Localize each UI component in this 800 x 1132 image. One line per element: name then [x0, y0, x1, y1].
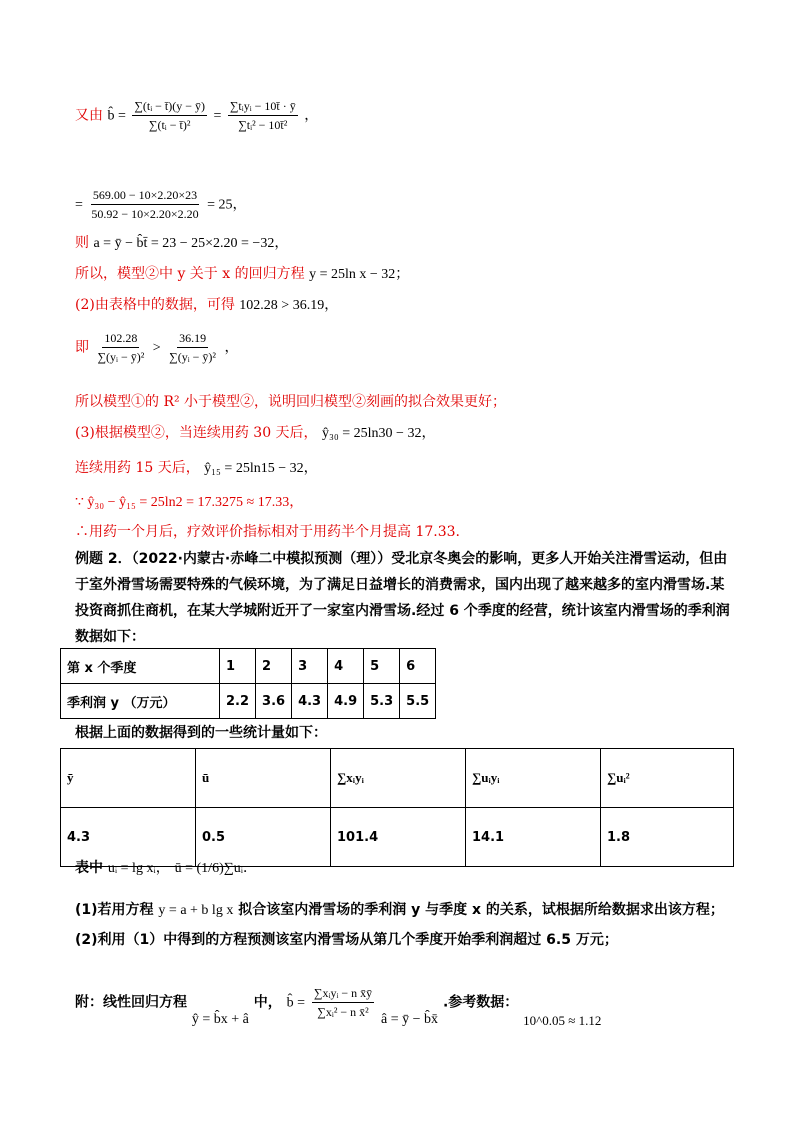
table-cell: 0.5 — [196, 808, 331, 867]
table-cell: 2.2 — [220, 684, 256, 719]
definition-line: 表中 uᵢ = lg xᵢ， ū = (1/6)∑uᵢ． — [75, 860, 258, 876]
b-hat-numeric-fraction: $\frac{569.00 - 10\times 2.20\times 23}{50.92 - 10\times 2.20\times 2.20}$ — [91, 188, 199, 221]
statistics-table — [60, 748, 734, 867]
solution-line-2: = $\frac{569.00 - 10\times 2.20\times 23}{50.92 - 10\times 2.20\times 2.20}$ = 25， — [75, 188, 247, 221]
table-row — [61, 684, 436, 719]
solution-line-8: (3)根据模型②，当连续用药 30 天后， ŷ₃₀ = 25ln30 − 32， — [75, 425, 436, 441]
solution-line-6: 即 $\frac{102.28}{\text{∑(yᵢ − ȳ)²}}$ > $\frac{36.19}{\text{∑(yᵢ − ȳ)²}}$ ， — [75, 331, 239, 364]
question-2: (2)利用（1）中得到的方程预测该室内滑雪场从第几个季度开始季利润超过 6.5 万元； — [75, 932, 618, 948]
appendix-a-formula: â = ȳ − b̂x̄ — [381, 1011, 439, 1027]
table-cell: 4.9 — [328, 684, 364, 719]
table-row — [61, 649, 436, 684]
solution-line-4: 所以，模型②中 y 关于 x 的回归方程 y = 25ln x − 32； — [75, 266, 410, 282]
solution-line-5: (2)由表格中的数据，可得 102.28 > 36.19， — [75, 297, 339, 313]
table-cell: 6 — [400, 649, 436, 684]
table-header-cell: ū — [196, 749, 331, 808]
stats-intro: 根据上面的数据得到的一些统计量如下： — [75, 725, 327, 741]
table-header-cell: 季利润 y （万元） — [61, 684, 220, 719]
table-cell: 14.1 — [466, 808, 601, 867]
solution-line-11: ∴用药一个月后，疗效评价指标相对于用药半个月提高 17.33. — [75, 524, 460, 540]
solution-line-9: 连续用药 15 天后， ŷ₁₅ = 25ln15 − 32， — [75, 460, 318, 476]
table-cell: 4.3 — [292, 684, 328, 719]
table-cell: 4.3 — [61, 808, 196, 867]
table-cell: 3.6 — [256, 684, 292, 719]
b-hat-fraction-1: $\frac{\text{∑(tᵢ − t̄)(y − ȳ)}}{\text{∑(tᵢ − t̄)²}}$ — [134, 99, 206, 132]
table-cell: 4 — [328, 649, 364, 684]
table-header-cell: ∑uᵢ² — [601, 749, 734, 808]
solution-line-1: 又由 b̂ = $\frac{\text{∑(tᵢ − t̄)(y − ȳ)}}{\text{∑(tᵢ − t̄)²}}$ = $\frac{\text{∑tᵢyᵢ − 10t̄ · ȳ}}{\text{∑tᵢ² − 10t̄²}}$ ， — [75, 99, 319, 132]
question-1: (1)若用方程 y = a + b lg x 拟合该室内滑雪场的季利润 y 与季度 x 的关系，试根据所给数据求出该方程； — [75, 902, 724, 918]
solution-line-10: ∵ ŷ₃₀ − ŷ₁₅ = 25ln2 = 17.3275 ≈ 17.33， — [75, 495, 304, 510]
solution-line-1-prefix: 又由 — [75, 107, 103, 124]
solution-line-7: 所以模型①的 R² 小于模型②，说明回归模型②刻画的拟合效果更好； — [75, 394, 507, 410]
table-cell: 5 — [364, 649, 400, 684]
regression-equation: ŷ = b̂x + â — [191, 1011, 249, 1027]
table-cell: 1.8 — [601, 808, 734, 867]
table-header-cell: ȳ — [61, 749, 196, 808]
solution-line-3: 则 a = ȳ − b̂t̄ = 23 − 25×2.20 = −32， — [75, 235, 289, 251]
quarterly-profit-table — [60, 648, 436, 719]
example-2-paragraph: 例题 2．（2022·内蒙古·赤峰二中模拟预测（理））受北京冬奥会的影响，更多人开始关注滑雪运动，但由于室外滑雪场需要特殊的气候环境，为了满足日益增长的消费需求，国内出现了越来越多的室内滑雪场.某投资商抓住商机，在某大学城附近开了一家室内滑雪场.经过 6 个季度的经营，统计该室内滑雪场的季利润数据如下： — [75, 551, 730, 645]
appendix-b-fraction: $\frac{\text{∑xᵢyᵢ − n x̄ȳ}}{\text{∑xᵢ² − n x̄²}}$ — [313, 986, 373, 1019]
table-header-cell: 第 x 个季度 — [61, 649, 220, 684]
residual-fraction-1: $\frac{102.28}{\text{∑(yᵢ − ȳ)²}}$ — [97, 331, 145, 364]
table-header-cell: ∑xᵢyᵢ — [331, 749, 466, 808]
table-cell: 5.5 — [400, 684, 436, 719]
residual-fraction-2: $\frac{36.19}{\text{∑(yᵢ − ȳ)²}}$ — [169, 331, 217, 364]
appendix-line: 附：线性回归方程 ŷ = b̂x + â 中， b̂ = $\frac{\text{∑xᵢyᵢ − n x̄ȳ}}{\text{∑xᵢ² − n x̄²}}$ â = ȳ − b̂x̄ .参考数据： 10^0.05 ≈ 1.12 — [75, 986, 602, 1028]
table-cell: 1 — [220, 649, 256, 684]
table-row — [61, 749, 734, 808]
table-cell: 101.4 — [331, 808, 466, 867]
reference-data: 10^0.05 ≈ 1.12 — [523, 1012, 602, 1028]
table-header-cell: ∑uᵢyᵢ — [466, 749, 601, 808]
table-cell: 2 — [256, 649, 292, 684]
table-cell: 5.3 — [364, 684, 400, 719]
table-cell: 3 — [292, 649, 328, 684]
b-hat-fraction-2: $\frac{\text{∑tᵢyᵢ − 10t̄ · ȳ}}{\text{∑tᵢ² − 10t̄²}}$ — [229, 99, 296, 132]
b-hat-formula-lhs: b̂ = — [107, 108, 126, 124]
